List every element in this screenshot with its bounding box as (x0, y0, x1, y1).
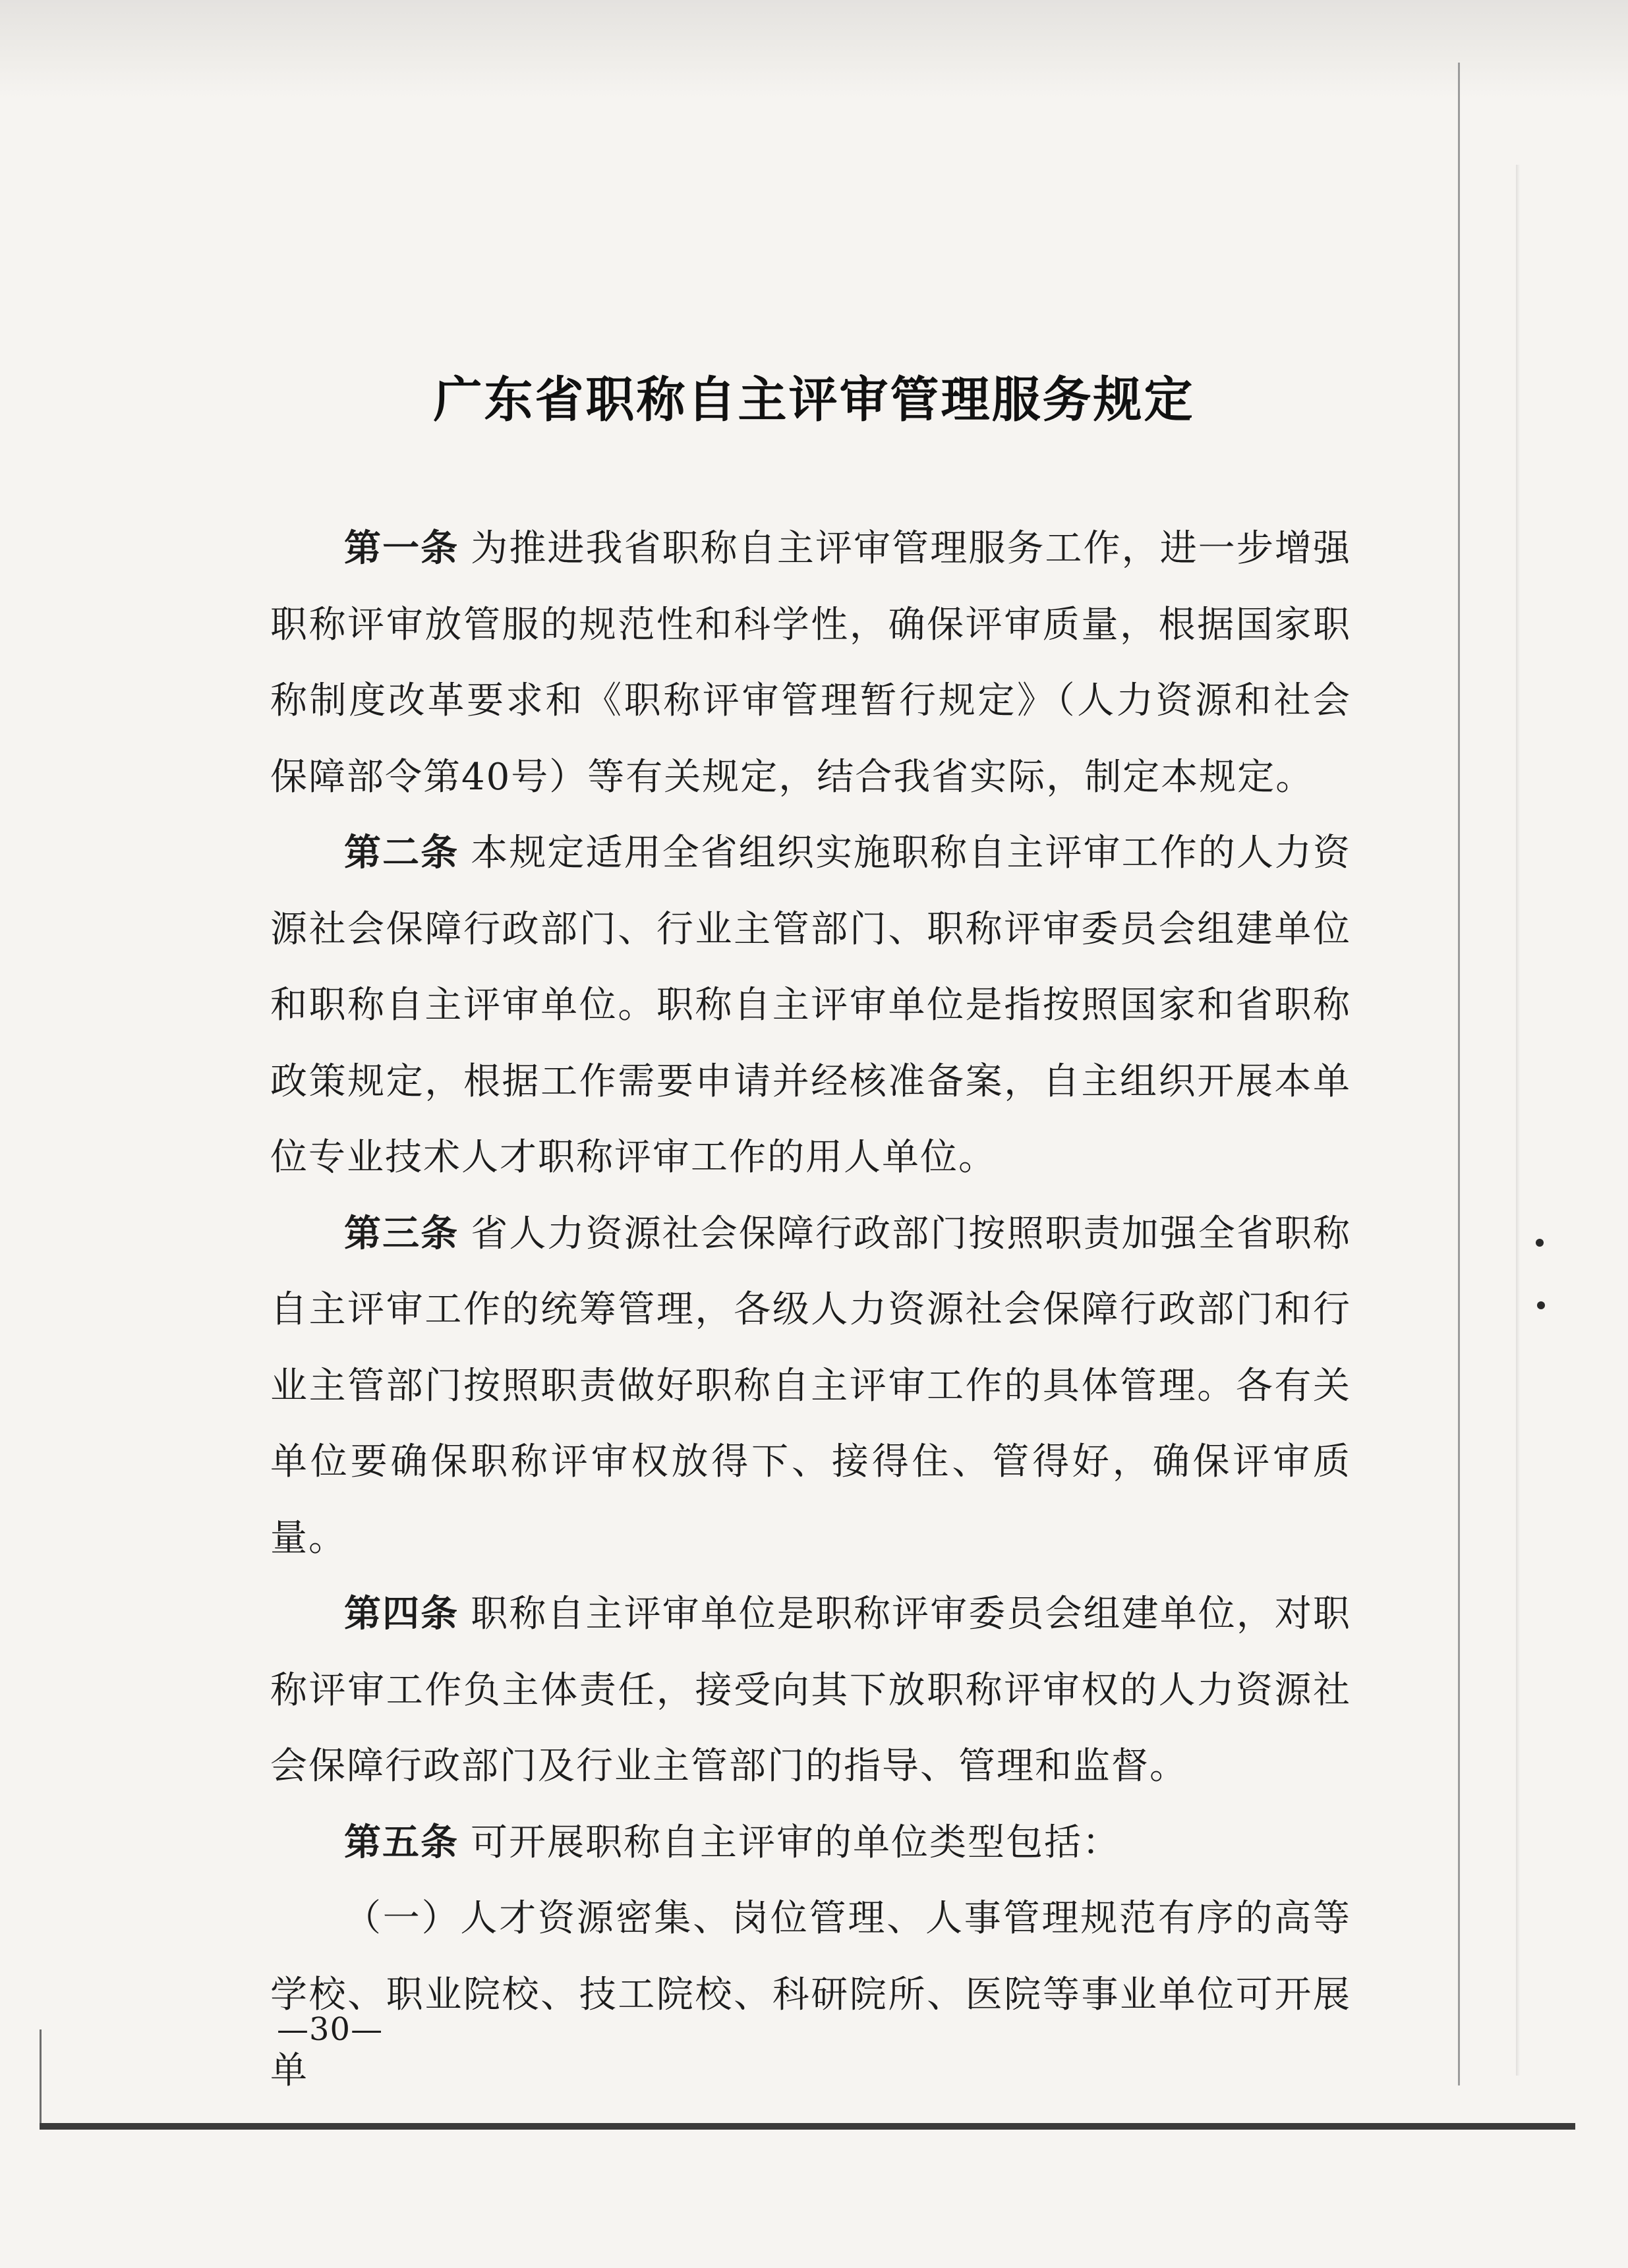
article-label: 第二条 (344, 832, 459, 874)
article-text: 本规定适用全省组织实施职称自主评审工作的人力资源社会保障行政部门、行业主管部门、职称评审委员会组建单位和职称自主评审单位。职称自主评审单位是指按照国家和省职称政策规定，根据工作需要申请并经核准备案，自主组织开展本单位专业技术人才职称评审工作的用人单位。 (270, 832, 1352, 1179)
scan-top-shadow (0, 0, 1628, 99)
document-body (270, 511, 1351, 2109)
article-text: 为推进我省职称自主评审管理服务工作，进一步增强职称评审放管服的规范性和科学性，确保评审质量，根据国家职称制度改革要求和《职称评审管理暂行规定》（人力资源和社会保障部令第40号）等有关规定，结合我省实际，制定本规定。 (270, 527, 1352, 799)
article-1 (270, 511, 1351, 815)
scan-left-edge-line (40, 2029, 42, 2128)
article-3 (270, 1196, 1351, 1577)
article-5 (270, 1805, 1351, 1881)
scan-right-edge-shadow (1516, 165, 1520, 2076)
article-text: 省人力资源社会保障行政部门按照职责加强全省职称自主评审工作的统筹管理，各级人力资源社会保障行政部门和行业主管部门按照职责做好职称自主评审工作的具体管理。各有关单位要确保职称评审权放得下、接得住、管得好，确保评审质量。 (270, 1212, 1352, 1560)
document-title: 广东省职称自主评审管理服务规定 (433, 372, 1195, 428)
article-label: 第五条 (344, 1821, 459, 1864)
article-4 (270, 1576, 1351, 1805)
article-2 (270, 815, 1351, 1196)
scan-bottom-border-line (40, 2123, 1575, 2130)
article-label: 第三条 (344, 1212, 459, 1255)
article-text: 职称自主评审单位是职称评审委员会组建单位，对职称评审工作负主体责任，接受向其下放职称评审权的人力资源社会保障行政部门及行业主管部门的指导、管理和监督。 (270, 1593, 1352, 1788)
scan-speck (1537, 1301, 1545, 1309)
article-label: 第一条 (344, 527, 459, 570)
scan-speck (1536, 1239, 1544, 1247)
page-number: —30— (277, 2011, 384, 2048)
article-text: 可开展职称自主评审的单位类型包括： (471, 1821, 1120, 1864)
list-item-1: （一）人才资源密集、岗位管理、人事管理规范有序的高等学校、职业院校、技工院校、科研院所、医院等事业单位可开展单 (270, 1897, 1351, 2092)
article-label: 第四条 (344, 1593, 459, 1635)
